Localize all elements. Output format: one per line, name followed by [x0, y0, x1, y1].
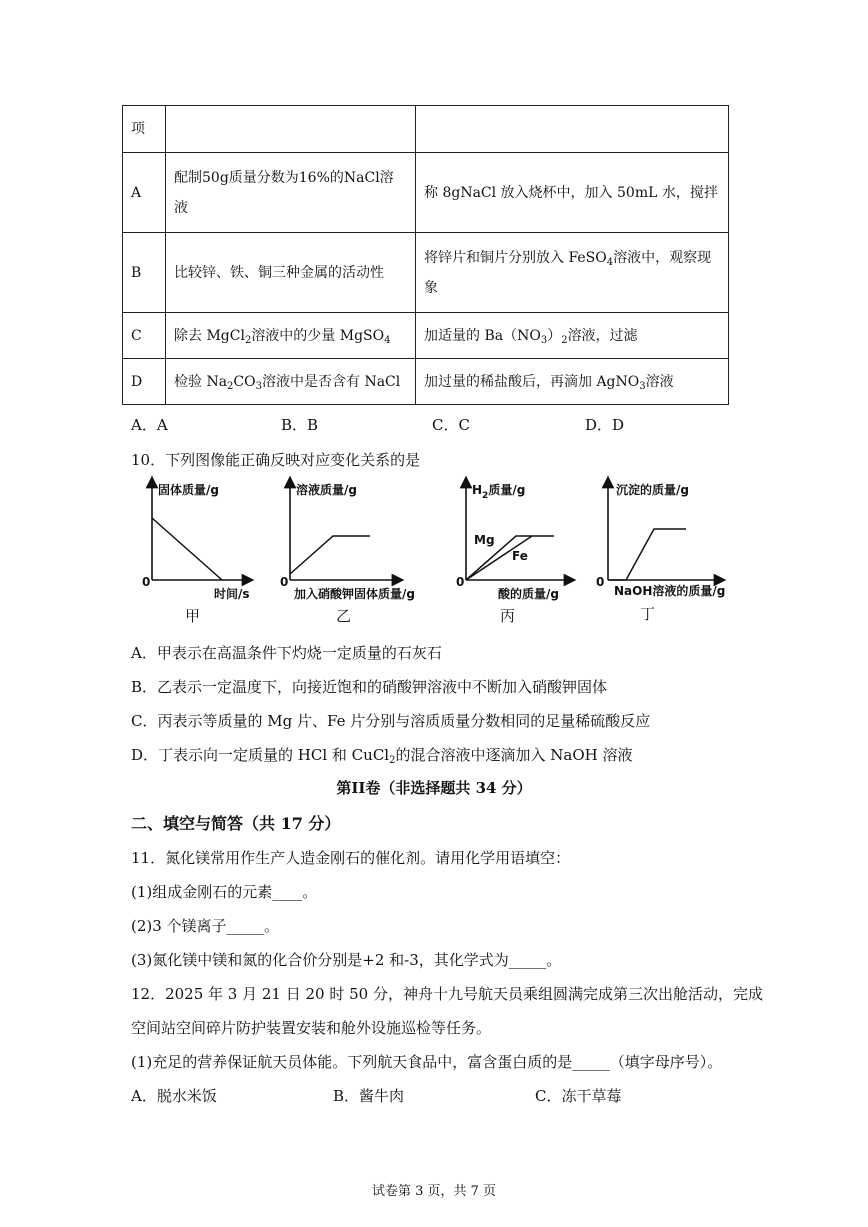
subscript: 2 — [244, 334, 252, 346]
page-footer: 试卷第 3 页，共 7 页 — [371, 1184, 497, 1199]
origin-label: 0 — [280, 575, 289, 589]
origin-label: 0 — [142, 575, 151, 589]
table-cell: 配制50g质量分数为16%的NaCl溶液 — [166, 153, 416, 233]
y-axis-label-part: H — [472, 483, 483, 497]
x-axis-label: NaOH溶液的质量/g — [614, 584, 726, 598]
subscript: 4 — [384, 334, 391, 346]
cell-text: 溶液中，观察现象 — [424, 249, 712, 296]
table-cell: 称 8gNaCl 放入烧杯中，加入 50mL 水，搅拌 — [416, 153, 729, 233]
chart-bing — [454, 478, 584, 632]
q12-stem-line1: 12．2025 年 3 月 21 日 20 时 50 分，神舟十九号航天员乘组圆满完成第三次出舱活动，完成 — [131, 985, 763, 1003]
q9-option-c: C．C — [432, 416, 470, 434]
q9-option-a: A．A — [131, 416, 168, 434]
series-line — [152, 518, 222, 580]
series-line — [290, 536, 370, 574]
series-label-mg: Mg — [474, 533, 495, 547]
chart-bing-caption: 丙 — [500, 607, 516, 625]
subscript: 2 — [389, 755, 396, 766]
q10-option-d — [131, 744, 632, 765]
chart-bing-svg — [454, 478, 584, 628]
cell-text: 加过量的稀盐酸后，再滴加 AgNO — [424, 373, 640, 390]
chart-ding-svg — [596, 478, 746, 628]
option-text: D．丁表示向一定质量的 HCl 和 CuCl — [131, 746, 390, 764]
cell-text: 检验 Na — [174, 373, 228, 390]
cell-text: 溶液中是否含有 NaCl — [262, 373, 401, 390]
table-cell — [416, 313, 729, 359]
x-axis-label: 酸的质量/g — [498, 587, 559, 601]
table-row — [123, 153, 729, 233]
table-cell: B — [123, 233, 166, 313]
chart-yi-caption: 乙 — [336, 607, 352, 625]
series-label-fe: Fe — [512, 549, 528, 563]
q10-stem: 10．下列图像能正确反映对应变化关系的是 — [131, 451, 421, 469]
q11-item-1: (1)组成金刚石的元素____。 — [131, 883, 318, 901]
table-cell — [166, 106, 416, 153]
table-cell: A — [123, 153, 166, 233]
table-cell — [416, 233, 729, 313]
q11-stem: 11．氮化镁常用作生产人造金刚石的催化剂。请用化学用语填空： — [131, 849, 571, 867]
chart-ding — [596, 478, 746, 632]
q11-item-3: (3)氮化镁中镁和氮的化合价分别是+2 和-3，其化学式为_____。 — [131, 951, 562, 969]
origin-label: 0 — [596, 575, 605, 589]
subscript: 2 — [227, 380, 234, 392]
q9-table — [122, 105, 729, 405]
chart-ding-caption: 丁 — [640, 605, 656, 623]
subscript: 3 — [255, 380, 262, 392]
subscript: 2 — [561, 334, 568, 346]
cell-text: 将锌片和铜片分别放入 FeSO — [424, 249, 607, 266]
x-axis-label: 时间/s — [214, 587, 250, 601]
table-cell — [416, 359, 729, 405]
q12-stem-line2: 空间站空间碎片防护装置安装和舱外设施巡检等任务。 — [131, 1019, 492, 1037]
q9-option-b: B．B — [281, 416, 319, 434]
y-axis-label: 溶液质量/g — [296, 483, 357, 497]
q10-option-a: A．甲表示在高温条件下灼烧一定质量的石灰石 — [131, 644, 442, 662]
chart-jia-caption: 甲 — [185, 607, 201, 625]
table-cell: D — [123, 359, 166, 405]
table-cell — [166, 313, 416, 359]
section-title: 二、填空与简答（共 17 分） — [131, 814, 341, 833]
table-cell — [166, 359, 416, 405]
table-row — [123, 313, 729, 359]
chart-yi-svg — [278, 478, 438, 628]
cell-text: 溶液 — [645, 373, 674, 390]
q12-item-1: (1)充足的营养保证航天员体能。下列航天食品中，富含蛋白质的是_____（填字母序号）。 — [131, 1053, 723, 1071]
y-axis-label-sub: 2 — [482, 491, 489, 501]
y-axis-label: 沉淀的质量/g — [616, 483, 689, 497]
cell-text: CO — [233, 373, 256, 390]
q10-option-c: C．丙表示等质量的 Mg 片、Fe 片分别与溶质质量分数相同的足量稀硫酸反应 — [131, 712, 651, 730]
table-cell: 比较锌、铁、铜三种金属的活动性 — [166, 233, 416, 313]
part2-title: 第II卷（非选择题共 34 分） — [336, 779, 532, 797]
table-cell — [416, 106, 729, 153]
q12-option-a: A．脱水米饭 — [131, 1087, 217, 1105]
q12-option-c: C．冻干草莓 — [535, 1087, 622, 1105]
cell-text: 溶液中的少量 MgSO — [251, 327, 385, 344]
series-line — [608, 529, 686, 580]
subscript: 3 — [540, 334, 548, 346]
table-row — [123, 359, 729, 405]
origin-label: 0 — [456, 575, 465, 589]
q11-item-2: (2)3 个镁离子_____。 — [131, 917, 280, 935]
x-axis-label: 加入硝酸钾固体质量/g — [294, 587, 415, 601]
table-cell: C — [123, 313, 166, 359]
option-text: 的混合溶液中逐滴加入 NaOH 溶液 — [395, 746, 633, 764]
subscript: 4 — [606, 256, 614, 268]
cell-text: ） — [547, 327, 562, 344]
q10-option-b: B．乙表示一定温度下，向接近饱和的硝酸钾溶液中不断加入硝酸钾固体 — [131, 678, 608, 696]
y-axis-label: 固体质量/g — [158, 483, 219, 497]
cell-text: 溶液，过滤 — [567, 327, 638, 344]
table-row — [123, 106, 729, 153]
table-row — [123, 233, 729, 313]
q9-option-d: D．D — [585, 416, 625, 434]
y-axis-label — [472, 482, 525, 501]
chart-yi — [278, 478, 438, 632]
cell-text: 加适量的 Ba（NO — [424, 327, 541, 344]
q12-option-b: B．酱牛肉 — [333, 1087, 405, 1105]
subscript: 3 — [639, 380, 646, 392]
table-cell: 项 — [123, 106, 166, 153]
cell-text: 除去 MgCl — [174, 327, 245, 344]
y-axis-label-part: 质量/g — [488, 483, 526, 497]
